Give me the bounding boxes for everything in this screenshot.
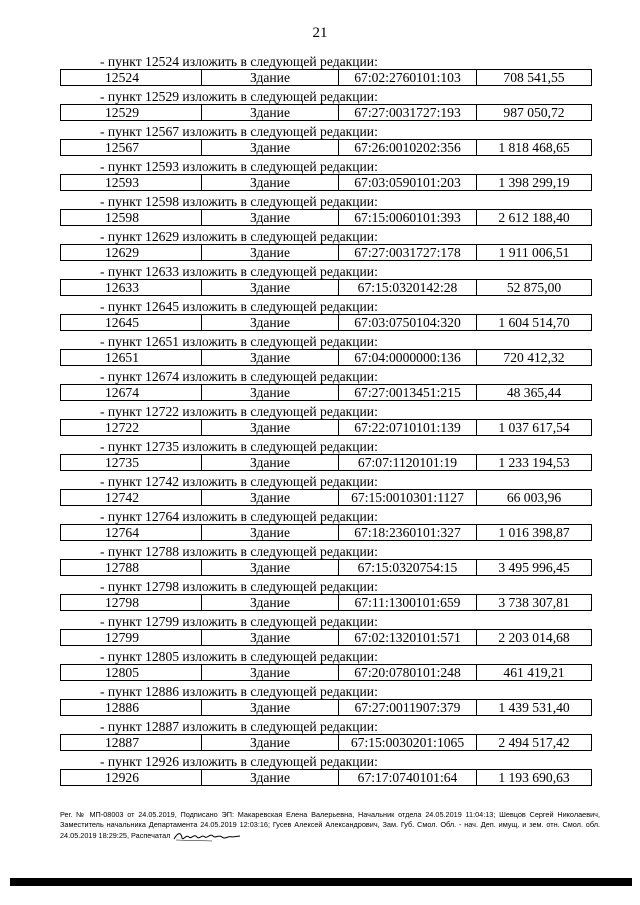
instruction-item-number: 12629 [145,229,180,244]
amendment-entry [60,439,592,474]
cadastral-value: 708 541,55 [476,70,591,85]
item-number: 12722 [105,420,139,435]
cadastral-value: 1 193 690,63 [476,770,591,785]
table-row [60,664,592,681]
cadastral-value: 3 495 996,45 [476,560,591,575]
instruction-suffix: изложить в следующей редакции: [179,649,378,664]
cadastral-value: 1 818 468,65 [476,140,591,155]
amendment-entry [60,54,592,89]
instruction-prefix: - пункт [100,754,146,769]
table-row [60,559,592,576]
instruction-suffix: изложить в следующей редакции: [179,474,378,489]
instruction-item-number: 12674 [145,369,180,384]
item-number: 12529 [105,105,139,120]
object-type: Здание [201,175,338,190]
object-type: Здание [201,560,338,575]
instruction-item-number: 12567 [145,124,180,139]
instruction-suffix: изложить в следующей редакции: [179,299,378,314]
cadastral-number: 67:27:0031727:178 [338,245,476,260]
instruction-prefix: - пункт [100,684,146,699]
instruction-line [60,299,592,314]
item-number: 12887 [105,735,139,750]
object-type: Здание [201,770,338,785]
amendment-entry [60,89,592,124]
table-row [60,734,592,751]
item-number: 12799 [105,630,139,645]
amendment-entry [60,754,592,789]
amendment-list [60,54,592,789]
object-type: Здание [201,595,338,610]
item-number: 12651 [105,350,139,365]
item-number: 12742 [105,490,139,505]
cadastral-number: 67:22:0710101:139 [338,420,476,435]
instruction-line [60,649,592,664]
object-type: Здание [201,420,338,435]
instruction-suffix: изложить в следующей редакции: [179,124,378,139]
object-type: Здание [201,735,338,750]
table-row [60,699,592,716]
amendment-entry [60,614,592,649]
amendment-entry [60,719,592,754]
instruction-item-number: 12529 [145,89,180,104]
instruction-line [60,334,592,349]
instruction-suffix: изложить в следующей редакции: [179,684,378,699]
instruction-suffix: изложить в следующей редакции: [179,614,378,629]
table-row [60,769,592,786]
instruction-line [60,544,592,559]
instruction-suffix: изложить в следующей редакции: [179,194,378,209]
cadastral-number: 67:18:2360101:327 [338,525,476,540]
instruction-suffix: изложить в следующей редакции: [179,719,378,734]
instruction-line [60,124,592,139]
amendment-entry [60,124,592,159]
cadastral-number: 67:17:0740101:64 [338,770,476,785]
instruction-prefix: - пункт [100,649,146,664]
cadastral-number: 67:02:1320101:571 [338,630,476,645]
cadastral-value: 720 412,32 [476,350,591,365]
cadastral-number: 67:11:1300101:659 [338,595,476,610]
cadastral-number: 67:03:0590101:203 [338,175,476,190]
instruction-suffix: изложить в следующей редакции: [179,159,378,174]
footer-text: Рег. № МП-08003 от 24.05.2019, Подписано ЭП: Макаревская Елена Валерьевна, Начальник отдела 24.05.2019 11:04:13; Шевцов Сергей Николаевич, Заместитель начальника Департамента 24.05.2019 12:03:16; Гусев Алексей Александрович, Зам. Губ. Смол. Обл. - нач. Деп. имущ. и зем. отн. Смол. обл. 24.05.2019 18:29:25, Распечатал [60,810,600,840]
cadastral-number: 67:27:0013451:215 [338,385,476,400]
instruction-prefix: - пункт [100,334,146,349]
cadastral-number: 67:15:0010301:1127 [338,490,476,505]
cadastral-value: 1 398 299,19 [476,175,591,190]
cadastral-value: 1 016 398,87 [476,525,591,540]
registration-footer [60,810,600,842]
cadastral-value: 1 911 006,51 [476,245,591,260]
item-number: 12593 [105,175,139,190]
instruction-prefix: - пункт [100,299,146,314]
instruction-item-number: 12722 [145,404,180,419]
cadastral-value: 1 233 194,53 [476,455,591,470]
instruction-item-number: 12798 [145,579,180,594]
page-number: 21 [312,25,328,41]
instruction-line [60,684,592,699]
cadastral-value: 2 494 517,42 [476,735,591,750]
instruction-suffix: изложить в следующей редакции: [179,754,378,769]
table-row [60,524,592,541]
table-row [60,594,592,611]
instruction-line [60,404,592,419]
item-number: 12764 [105,525,139,540]
amendment-entry [60,579,592,614]
object-type: Здание [201,385,338,400]
instruction-prefix: - пункт [100,54,146,69]
amendment-entry [60,404,592,439]
cadastral-number: 67:15:0030201:1065 [338,735,476,750]
cadastral-value: 1 439 531,40 [476,700,591,715]
instruction-prefix: - пункт [100,194,146,209]
cadastral-value: 48 365,44 [476,385,591,400]
instruction-item-number: 12926 [145,754,180,769]
cadastral-number: 67:26:0010202:356 [338,140,476,155]
amendment-entry [60,299,592,334]
amendment-entry [60,194,592,229]
amendment-entry [60,474,592,509]
instruction-suffix: изложить в следующей редакции: [179,89,378,104]
amendment-entry [60,229,592,264]
item-number: 12645 [105,315,139,330]
amendment-entry [60,369,592,404]
instruction-suffix: изложить в следующей редакции: [179,369,378,384]
instruction-prefix: - пункт [100,404,146,419]
instruction-suffix: изложить в следующей редакции: [179,509,378,524]
object-type: Здание [201,105,338,120]
instruction-item-number: 12735 [145,439,180,454]
instruction-item-number: 12742 [145,474,180,489]
object-type: Здание [201,70,338,85]
amendment-entry [60,264,592,299]
table-row [60,104,592,121]
table-row [60,279,592,296]
object-type: Здание [201,350,338,365]
cadastral-number: 67:02:2760101:103 [338,70,476,85]
instruction-line [60,54,592,69]
item-number: 12524 [105,70,139,85]
item-number: 12805 [105,665,139,680]
instruction-item-number: 12887 [145,719,180,734]
amendment-entry [60,334,592,369]
instruction-suffix: изложить в следующей редакции: [179,439,378,454]
instruction-item-number: 12645 [145,299,180,314]
instruction-prefix: - пункт [100,89,146,104]
instruction-line [60,89,592,104]
scan-edge-bar [10,878,632,886]
instruction-line [60,439,592,454]
instruction-prefix: - пункт [100,544,146,559]
item-number: 12886 [105,700,139,715]
table-row [60,209,592,226]
instruction-prefix: - пункт [100,264,146,279]
instruction-line [60,719,592,734]
amendment-entry [60,684,592,719]
table-row [60,629,592,646]
instruction-suffix: изложить в следующей редакции: [179,334,378,349]
instruction-prefix: - пункт [100,509,146,524]
instruction-item-number: 12764 [145,509,180,524]
instruction-suffix: изложить в следующей редакции: [179,54,378,69]
instruction-item-number: 12598 [145,194,180,209]
instruction-item-number: 12524 [145,54,180,69]
instruction-suffix: изложить в следующей редакции: [179,544,378,559]
cadastral-value: 1 037 617,54 [476,420,591,435]
object-type: Здание [201,280,338,295]
object-type: Здание [201,490,338,505]
instruction-line [60,614,592,629]
amendment-entry [60,649,592,684]
table-row [60,69,592,86]
amendment-entry [60,159,592,194]
instruction-suffix: изложить в следующей редакции: [179,264,378,279]
cadastral-value: 1 604 514,70 [476,315,591,330]
instruction-line [60,509,592,524]
instruction-suffix: изложить в следующей редакции: [179,404,378,419]
instruction-prefix: - пункт [100,229,146,244]
cadastral-value: 461 419,21 [476,665,591,680]
instruction-suffix: изложить в следующей редакции: [179,579,378,594]
instruction-prefix: - пункт [100,719,146,734]
cadastral-value: 2 612 188,40 [476,210,591,225]
item-number: 12735 [105,455,139,470]
instruction-prefix: - пункт [100,474,146,489]
item-number: 12674 [105,385,139,400]
instruction-item-number: 12799 [145,614,180,629]
object-type: Здание [201,455,338,470]
item-number: 12788 [105,560,139,575]
instruction-line [60,369,592,384]
object-type: Здание [201,630,338,645]
cadastral-number: 67:20:0780101:248 [338,665,476,680]
item-number: 12598 [105,210,139,225]
object-type: Здание [201,315,338,330]
instruction-item-number: 12633 [145,264,180,279]
cadastral-value: 66 003,96 [476,490,591,505]
cadastral-value: 987 050,72 [476,105,591,120]
item-number: 12798 [105,595,139,610]
cadastral-value: 2 203 014,68 [476,630,591,645]
instruction-item-number: 12886 [145,684,180,699]
object-type: Здание [201,700,338,715]
item-number: 12629 [105,245,139,260]
instruction-line [60,264,592,279]
instruction-line [60,579,592,594]
instruction-item-number: 12805 [145,649,180,664]
instruction-item-number: 12593 [145,159,180,174]
table-row [60,139,592,156]
cadastral-value: 3 738 307,81 [476,595,591,610]
instruction-line [60,159,592,174]
object-type: Здание [201,210,338,225]
instruction-prefix: - пункт [100,124,146,139]
instruction-prefix: - пункт [100,159,146,174]
instruction-line [60,474,592,489]
instruction-line [60,194,592,209]
item-number: 12926 [105,770,139,785]
instruction-item-number: 12788 [145,544,180,559]
instruction-line [60,754,592,769]
cadastral-number: 67:15:0320142:28 [338,280,476,295]
object-type: Здание [201,245,338,260]
table-row [60,489,592,506]
item-number: 12567 [105,140,139,155]
cadastral-number: 67:07:1120101:19 [338,455,476,470]
object-type: Здание [201,525,338,540]
cadastral-number: 67:04:0000000:136 [338,350,476,365]
amendment-entry [60,509,592,544]
instruction-prefix: - пункт [100,439,146,454]
handwritten-signature [172,830,242,842]
item-number: 12633 [105,280,139,295]
table-row [60,384,592,401]
table-row [60,419,592,436]
cadastral-number: 67:27:0031727:193 [338,105,476,120]
cadastral-value: 52 875,00 [476,280,591,295]
cadastral-number: 67:03:0750104:320 [338,315,476,330]
object-type: Здание [201,140,338,155]
instruction-prefix: - пункт [100,579,146,594]
cadastral-number: 67:15:0060101:393 [338,210,476,225]
instruction-prefix: - пункт [100,369,146,384]
table-row [60,454,592,471]
table-row [60,244,592,261]
instruction-item-number: 12651 [145,334,180,349]
instruction-suffix: изложить в следующей редакции: [179,229,378,244]
instruction-line [60,229,592,244]
instruction-prefix: - пункт [100,614,146,629]
object-type: Здание [201,665,338,680]
amendment-entry [60,544,592,579]
cadastral-number: 67:15:0320754:15 [338,560,476,575]
table-row [60,314,592,331]
table-row [60,174,592,191]
table-row [60,349,592,366]
cadastral-number: 67:27:0011907:379 [338,700,476,715]
